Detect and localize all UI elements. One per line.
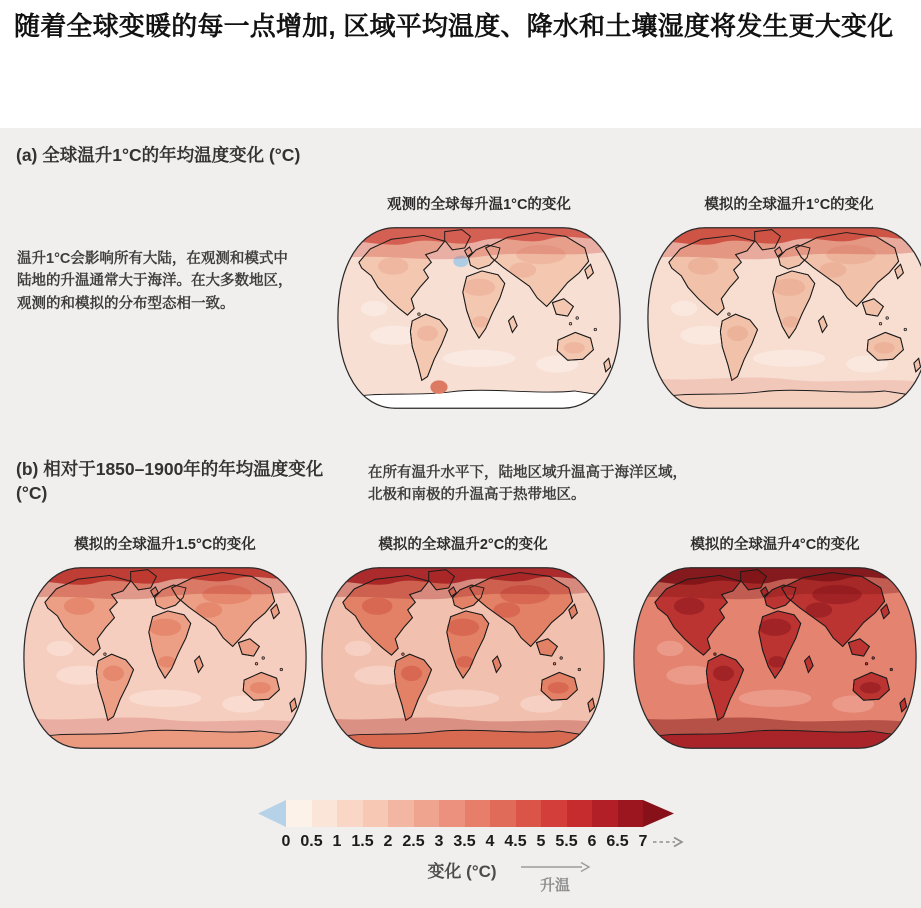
colorbar-legend bbox=[258, 800, 678, 860]
colorbar-tick-5.5: 5.5 bbox=[555, 833, 578, 850]
colorbar-segment-11 bbox=[567, 800, 593, 827]
colorbar-tick-4.5: 4.5 bbox=[504, 833, 527, 850]
colorbar-segment-5 bbox=[414, 800, 440, 827]
colorbar-segment-10 bbox=[541, 800, 567, 827]
colorbar-tick-3.5: 3.5 bbox=[453, 833, 476, 850]
colorbar-tick-0.5: 0.5 bbox=[300, 833, 323, 850]
section-b-description: 在所有温升水平下，陆地区域升温高于海洋区域，北极和南极的升温高于热带地区。 bbox=[368, 465, 687, 504]
colorbar-right-arrow-icon bbox=[643, 800, 674, 827]
section-a-heading: (a) 全球温升1°C的年均温度变化 (°C) bbox=[16, 145, 301, 165]
world-map-b-1-5c bbox=[22, 562, 308, 754]
colorbar-segment-1 bbox=[312, 800, 338, 827]
colorbar-tick-6: 6 bbox=[587, 833, 597, 850]
colorbar-segment-4 bbox=[388, 800, 414, 827]
dashed-extension-arrow-icon bbox=[652, 836, 684, 848]
world-map-b-2c bbox=[320, 562, 606, 754]
map-caption-simulated-4c: 模拟的全球温升4°C的变化 bbox=[690, 537, 860, 553]
colorbar-tick-0: 0 bbox=[281, 833, 291, 850]
section-b-heading-line1: (b) 相对于1850–1900年的年均温度变化 bbox=[16, 459, 324, 479]
section-a-description: 温升1°C会影响所有大陆，在观测和模式中陆地的升温通常大于海洋。在大多数地区，观测的和模拟的分布型态相一致。 bbox=[17, 251, 293, 312]
warming-direction-arrow-icon bbox=[520, 861, 592, 873]
colorbar-tick-6.5: 6.5 bbox=[606, 833, 629, 850]
colorbar-strip bbox=[258, 800, 674, 827]
map-caption-simulated-1-5c: 模拟的全球温升1.5°C的变化 bbox=[74, 537, 256, 553]
colorbar-axis-label: 变化 (°C) bbox=[427, 862, 497, 881]
world-map-b-4c bbox=[632, 562, 918, 754]
map-caption-simulated-1c: 模拟的全球温升1°C的变化 bbox=[704, 197, 874, 213]
colorbar-tick-labels bbox=[258, 833, 678, 853]
page-title: 随着全球变暖的每一点增加, 区域平均温度、降水和土壤湿度将发生更大变化 bbox=[14, 11, 894, 41]
colorbar-tick-4: 4 bbox=[485, 833, 495, 850]
colorbar-left-arrow-icon bbox=[258, 800, 286, 827]
map-caption-simulated-2c: 模拟的全球温升2°C的变化 bbox=[378, 537, 548, 553]
world-map-a-observed-1c bbox=[336, 222, 622, 414]
map-caption-observed-1c: 观测的全球每升温1°C的变化 bbox=[387, 197, 571, 213]
colorbar-segment-6 bbox=[439, 800, 465, 827]
colorbar-tick-5: 5 bbox=[536, 833, 546, 850]
colorbar-tick-7: 7 bbox=[638, 833, 648, 850]
colorbar-segment-7 bbox=[465, 800, 491, 827]
colorbar-segment-2 bbox=[337, 800, 363, 827]
colorbar-tick-2: 2 bbox=[383, 833, 393, 850]
section-b-heading-line2: (°C) bbox=[16, 482, 48, 503]
section-b-heading bbox=[16, 458, 361, 505]
colorbar-segments bbox=[286, 800, 643, 827]
world-map-a-simulated-1c bbox=[646, 222, 921, 414]
colorbar-segment-3 bbox=[363, 800, 389, 827]
colorbar-segment-9 bbox=[516, 800, 542, 827]
colorbar-segment-12 bbox=[592, 800, 618, 827]
warming-direction-label: 升温 bbox=[539, 877, 570, 894]
colorbar-tick-3: 3 bbox=[434, 833, 444, 850]
colorbar-segment-0 bbox=[286, 800, 312, 827]
colorbar-tick-1.5: 1.5 bbox=[351, 833, 374, 850]
colorbar-tick-1: 1 bbox=[332, 833, 342, 850]
colorbar-segment-8 bbox=[490, 800, 516, 827]
colorbar-segment-13 bbox=[618, 800, 644, 827]
colorbar-tick-2.5: 2.5 bbox=[402, 833, 425, 850]
